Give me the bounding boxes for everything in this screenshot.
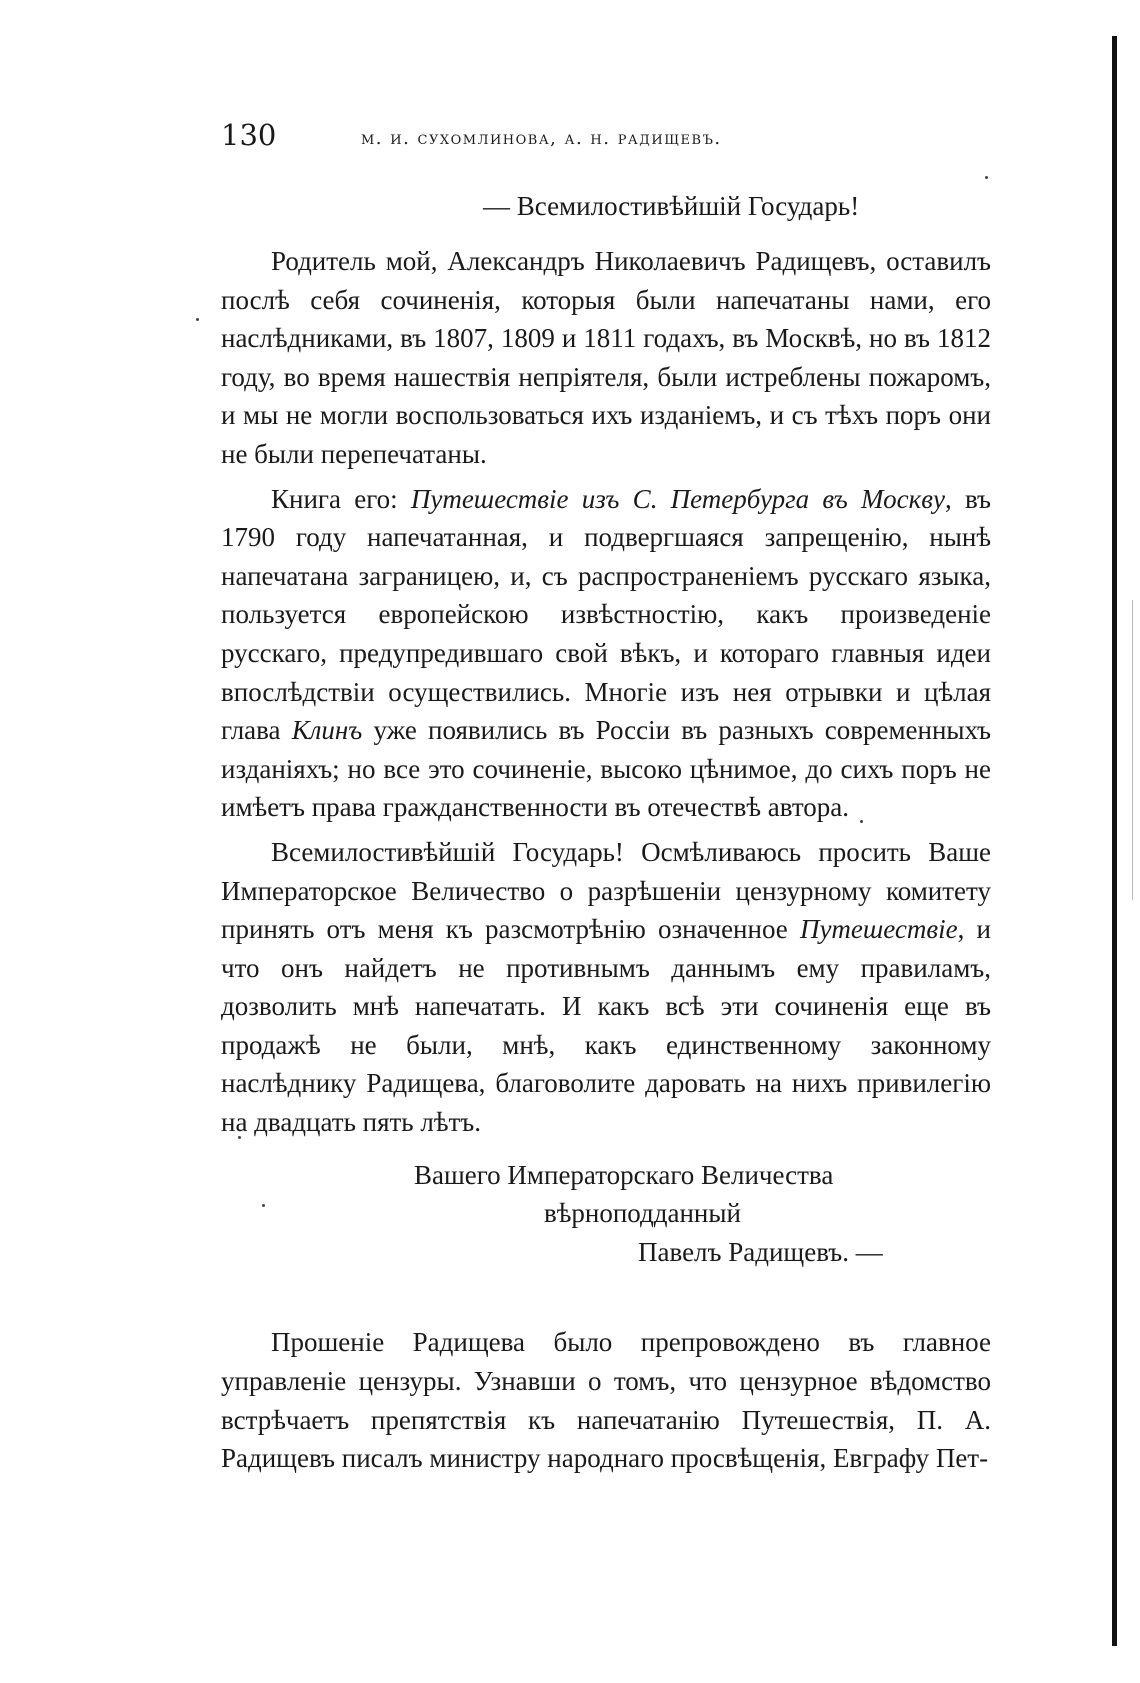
print-speck (196, 318, 199, 321)
signature-line-subject: вѣрноподданный (544, 1198, 741, 1229)
paragraph-petition (221, 833, 991, 1142)
page-header (221, 118, 991, 158)
chapter-title: Клинъ (291, 715, 363, 746)
letter-body (221, 242, 991, 1142)
paragraph-book (221, 480, 991, 827)
letter-greeting: — Всемилостивѣйшій Государь! (483, 191, 860, 221)
paragraph-book-end: уже появились въ Россіи въ разныхъ современныхъ изданіяхъ; но все это сочиненіе, высоко цѣнимое, до сихъ поръ не имѣетъ права гражданственности въ отечествѣ автора. (221, 715, 991, 823)
letter-signature (221, 1156, 991, 1272)
page-number: 130 (221, 118, 277, 152)
page-edge-faint-line (1132, 600, 1133, 900)
paragraph-petition-start: Всемилостивѣйшій Государь! Осмѣливаюсь просить Ваше Императорское Величество о разрѣшеніи цензурному комитету принять отъ меня къ разсмотрѣнію означенное (221, 836, 991, 945)
book-title-short: Путешествіе (799, 914, 958, 945)
book-page (221, 118, 991, 1478)
paragraph-narrative: Прошеніе Радищева было препровождено въ главное управленіе цензуры. Узнавши о томъ, что цензурное вѣдомство встрѣчаетъ препятствія къ напечатанію Путешествія, П. А. Радищевъ писалъ министру народнаго просвѣщенія, Евграфу Пет- (221, 1327, 991, 1474)
paragraph-book-start: Книга его: (271, 483, 411, 514)
signature-line-name: Павелъ Радищевъ. — (638, 1236, 883, 1267)
paragraph-book-middle: , въ 1790 году напечатанная, и подвергшаяся запрещенію, нынѣ напечатана заграницею, и, съ распространеніемъ русскаго языка, пользуется европейскою извѣстностію, какъ произведеніе русскаго, предупредившаго свой вѣкъ, и котораго главныя идеи впослѣдствіи осуществились. Многіе изъ нея отрывки и цѣлая глава (221, 483, 991, 746)
narrative-body (221, 1323, 991, 1477)
signature-line-majesty: Вашего Императорскаго Величества (414, 1159, 834, 1190)
paragraph-petition-end: , и что онъ найдетъ не противнымъ даннымъ ему правиламъ, дозволить мнѣ напечатать. И какъ всѣ эти сочиненія еще въ продажѣ не были, мнѣ, какъ единственному законному наслѣднику Радищева, благоволите даровать на нихъ привилегію на двадцать пять лѣтъ. (221, 914, 992, 1138)
book-title: Путешествіе изъ С. Петербурга въ Москву (410, 483, 945, 514)
paragraph-inheritance: Родитель мой, Александръ Николаевичъ Радищевъ, оставилъ послѣ себя сочиненія, которыя были напечатаны нами, его наслѣдниками, въ 1807, 1809 и 1811 годахъ, въ Москвѣ, но въ 1812 году, во время нашествія непріятеля, были истреблены пожаромъ, и мы не могли воспользоваться ихъ изданіемъ, и съ тѣхъ поръ они не были перепечатаны. (221, 246, 991, 469)
running-title: м. и. сухомлинова, а. н. радищевъ. (361, 128, 722, 149)
page-edge-line (1112, 36, 1117, 1646)
